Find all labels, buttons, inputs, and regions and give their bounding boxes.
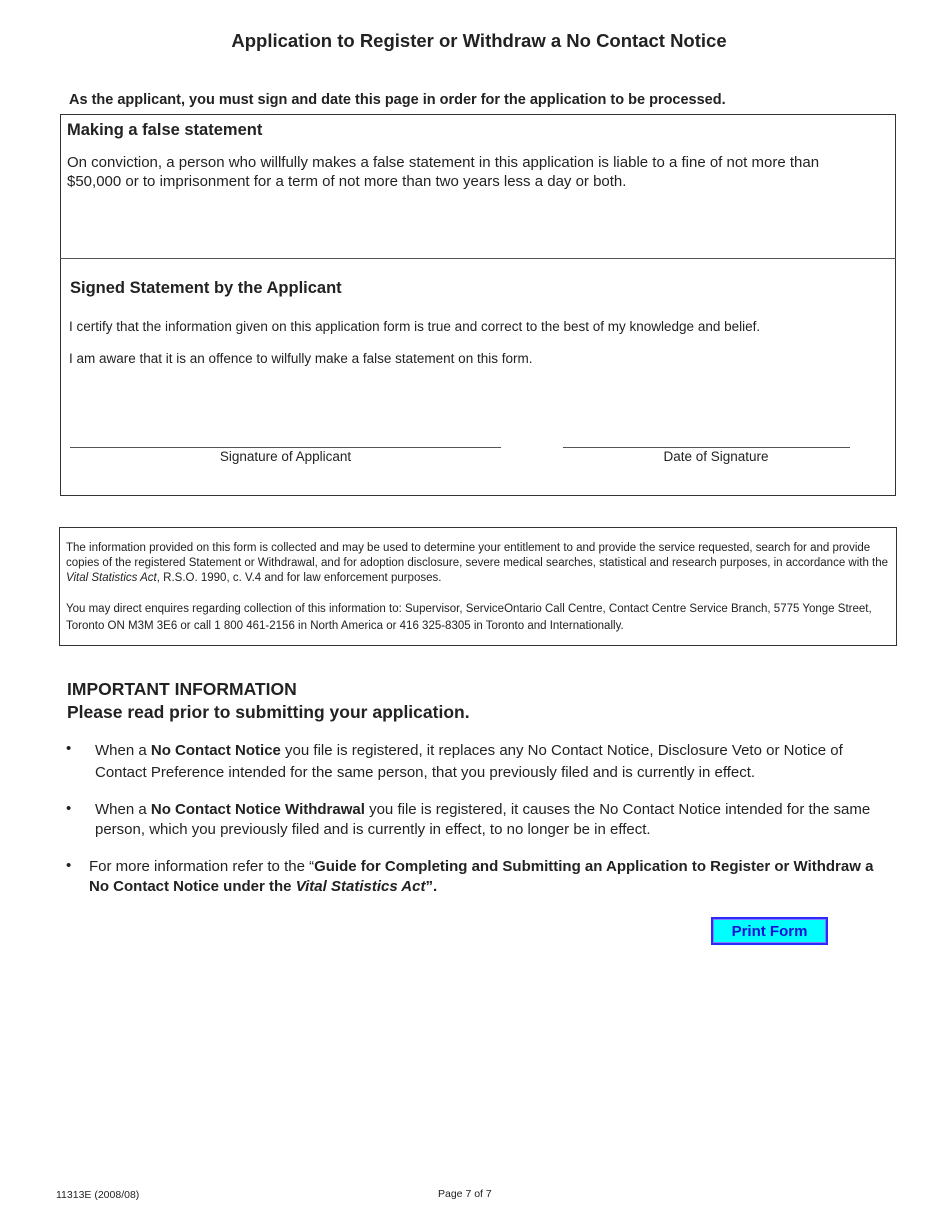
bullet-bold: No Contact Notice Withdrawal: [150, 801, 365, 818]
false-statement-heading: Making a false statement: [67, 121, 263, 139]
bullet-notice-registered: [95, 740, 895, 784]
certify-text: I certify that the information given on this application form is true and correct to the best of my knowledge and belief.: [69, 319, 761, 334]
bullet-bold: No Contact Notice: [150, 742, 281, 759]
page-number: Page 7 of 7: [438, 1188, 492, 1200]
bullet-text: you file is registered, it causes the No Contact Notice intended for the same person, which you previously filed and is currently in effect, to no longer be in effect.: [95, 801, 871, 838]
print-form-button[interactable]: Print Form: [711, 917, 828, 945]
false-statement-text: On conviction, a person who willfully makes a false statement in this application is liable to a fine of not more than $50,000 or to imprisonment for a term of not more than two years less a day or both.: [67, 154, 820, 190]
date-caption: Date of Signature: [663, 449, 769, 464]
privacy-paragraph-collection: [66, 541, 890, 586]
bullet-text: you file is registered, it replaces any No Contact Notice, Disclosure Veto or Notice of Contact Preference intended for the same person, that you previously filed and is currently in effect.: [95, 742, 843, 781]
signature-caption: Signature of Applicant: [219, 449, 352, 464]
bullet-text: For more information refer to the “: [89, 858, 315, 875]
bullet-guide-reference: [89, 857, 889, 897]
date-line[interactable]: [563, 447, 850, 448]
statement-box-divider: [60, 258, 896, 259]
sign-instruction: As the applicant, you must sign and date this page in order for the application to be processed.: [69, 92, 726, 108]
document-title: Application to Register or Withdraw a No Contact Notice: [231, 30, 727, 51]
bullet-withdrawal-registered: [95, 800, 895, 840]
bullet-icon: •: [66, 800, 72, 817]
signature-line[interactable]: [70, 447, 501, 448]
guide-title-end: ”.: [425, 878, 438, 895]
important-info-subtitle: Please read prior to submitting your application.: [67, 702, 470, 722]
guide-act-name: Vital Statistics Act: [295, 878, 426, 895]
bullet-text: When a: [95, 742, 151, 759]
bullet-icon: •: [66, 740, 72, 757]
bullet-icon: •: [66, 857, 72, 874]
guide-title-text: Guide for Completing and Submitting an Application to Register or Withdraw a No Contact Notice under the: [89, 858, 874, 895]
important-info-title: IMPORTANT INFORMATION: [67, 679, 297, 699]
aware-text: I am aware that it is an offence to wilfully make a false statement on this form.: [69, 351, 533, 366]
act-name: Vital Statistics Act: [66, 572, 157, 584]
privacy-text-before: The information provided on this form is collected and may be used to determine your entitlement to and provide the service requested, search for and provide copies of the registered Statement or Withdrawal, and for adoption disclosure, severe medical searches, statistical and research purposes, in accordance with the: [66, 542, 889, 569]
form-number: 11313E (2008/08): [56, 1189, 140, 1201]
signed-statement-heading: Signed Statement by the Applicant: [70, 279, 342, 297]
privacy-text-after: , R.S.O. 1990, c. V.4 and for law enforcement purposes.: [156, 572, 442, 584]
privacy-paragraph-enquiries: You may direct enquires regarding collection of this information to: Supervisor, ServiceOntario Call Centre, Contact Centre Service Branch, 5775 Yonge Street, Toronto ON M3M 3E6 or call 1 800 461-2156 in North America or 416 325-8305 in Toronto and Internationally.: [66, 603, 872, 632]
bullet-text: When a: [95, 801, 151, 818]
